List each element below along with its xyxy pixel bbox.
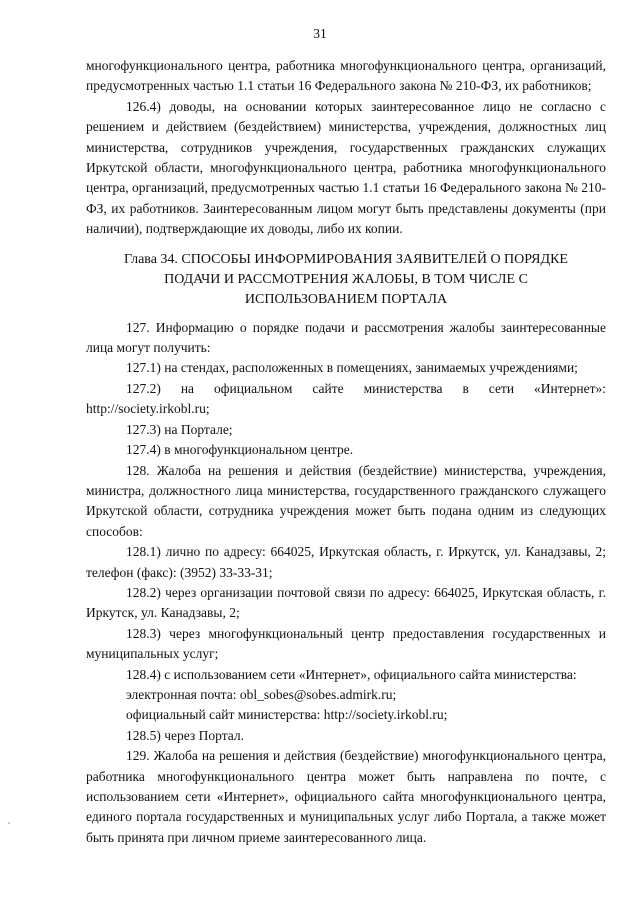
- paragraph-126-4: 126.4) доводы, на основании которых заинтересованное лицо не согласно с решением и действием (бездействием) министерства, учреждения, должностных лиц министерства, сотрудников учреждения, государственных гражданских служащих Иркутской области, многофункционального центра, работника многофункционального центра, организаций, предусмотренных частью 1.1 статьи 16 Федерального закона № 210-ФЗ, их работников. Заинтересованным лицом могут быть представлены документы (при наличии), подтверждающие их доводы, либо их копии.: [86, 98, 606, 237]
- paragraph-127-1: 127.1) на стендах, расположенных в помещениях, занимаемых учреждениями;: [126, 360, 578, 376]
- paragraph-127: 127. Информацию о порядке подачи и рассмотрения жалобы заинтересованные лица могут получить:: [86, 319, 606, 356]
- paragraph-129: 129. Жалоба на решения и действия (бездействие) многофункционального центра, работника многофункционального центра может быть направлена по почте, с использованием сети «Интернет», официального сайта многофункционального центра, единого портала государственных и муниципальных услуг либо Портала, а также может быть принята при личном приеме заинтересованного лица.: [86, 748, 606, 845]
- paragraph-128-3: 128.3) через многофункциональный центр предоставления государственных и муниципальных услуг;: [86, 625, 606, 662]
- chapter-heading: [86, 250, 606, 310]
- document-body: [86, 56, 606, 848]
- paragraph-128-2: 128.2) через организации почтовой связи по адресу: 664025, Иркутская область, г. Иркутск, ул. Канадзавы, 2;: [86, 584, 606, 621]
- paragraph-127-4: 127.4) в многофункциональном центре.: [126, 442, 354, 458]
- chapter-heading-line-1: Глава 34. СПОСОБЫ ИНФОРМИРОВАНИЯ ЗАЯВИТЕЛЕЙ О ПОРЯДКЕ: [124, 251, 568, 267]
- page-number: 31: [313, 26, 327, 41]
- paragraph-continuation: многофункционального центра, работника многофункционального центра, организаций, предусмотренных частью 1.1 статьи 16 Федерального закона № 210-ФЗ, их работников;: [86, 58, 606, 94]
- paragraph-128-5: 128.5) через Портал.: [126, 727, 244, 743]
- paragraph-127-2: 127.2) на официальном сайте министерства в сети «Интернет»: http://society.irkobl.ru;: [86, 380, 606, 417]
- scan-speck: [8, 822, 10, 824]
- paragraph-127-3: 127.3) на Портале;: [126, 421, 233, 437]
- paragraph-128: 128. Жалоба на решения и действия (бездействие) министерства, учреждения, министра, должностного лица министерства, государственного гражданского служащего Иркутской области, сотрудника учреждения может быть подана одним из следующих способов:: [86, 462, 606, 539]
- website-line: официальный сайт министерства: http://society.irkobl.ru;: [126, 707, 448, 723]
- chapter-heading-line-2: ПОДАЧИ И РАССМОТРЕНИЯ ЖАЛОБЫ, В ТОМ ЧИСЛЕ С: [164, 271, 528, 287]
- chapter-heading-line-3: ИСПОЛЬЗОВАНИЕМ ПОРТАЛА: [244, 291, 448, 307]
- paragraph-128-4: 128.4) с использованием сети «Интернет», официального сайта министерства:: [126, 666, 577, 682]
- paragraph-128-1: 128.1) лично по адресу: 664025, Иркутская область, г. Иркутск, ул. Канадзавы, 2; телефон (факс): (3952) 33-33-31;: [86, 544, 606, 580]
- email-line: электронная почта: obl_sobes@sobes.admirk.ru;: [126, 686, 397, 702]
